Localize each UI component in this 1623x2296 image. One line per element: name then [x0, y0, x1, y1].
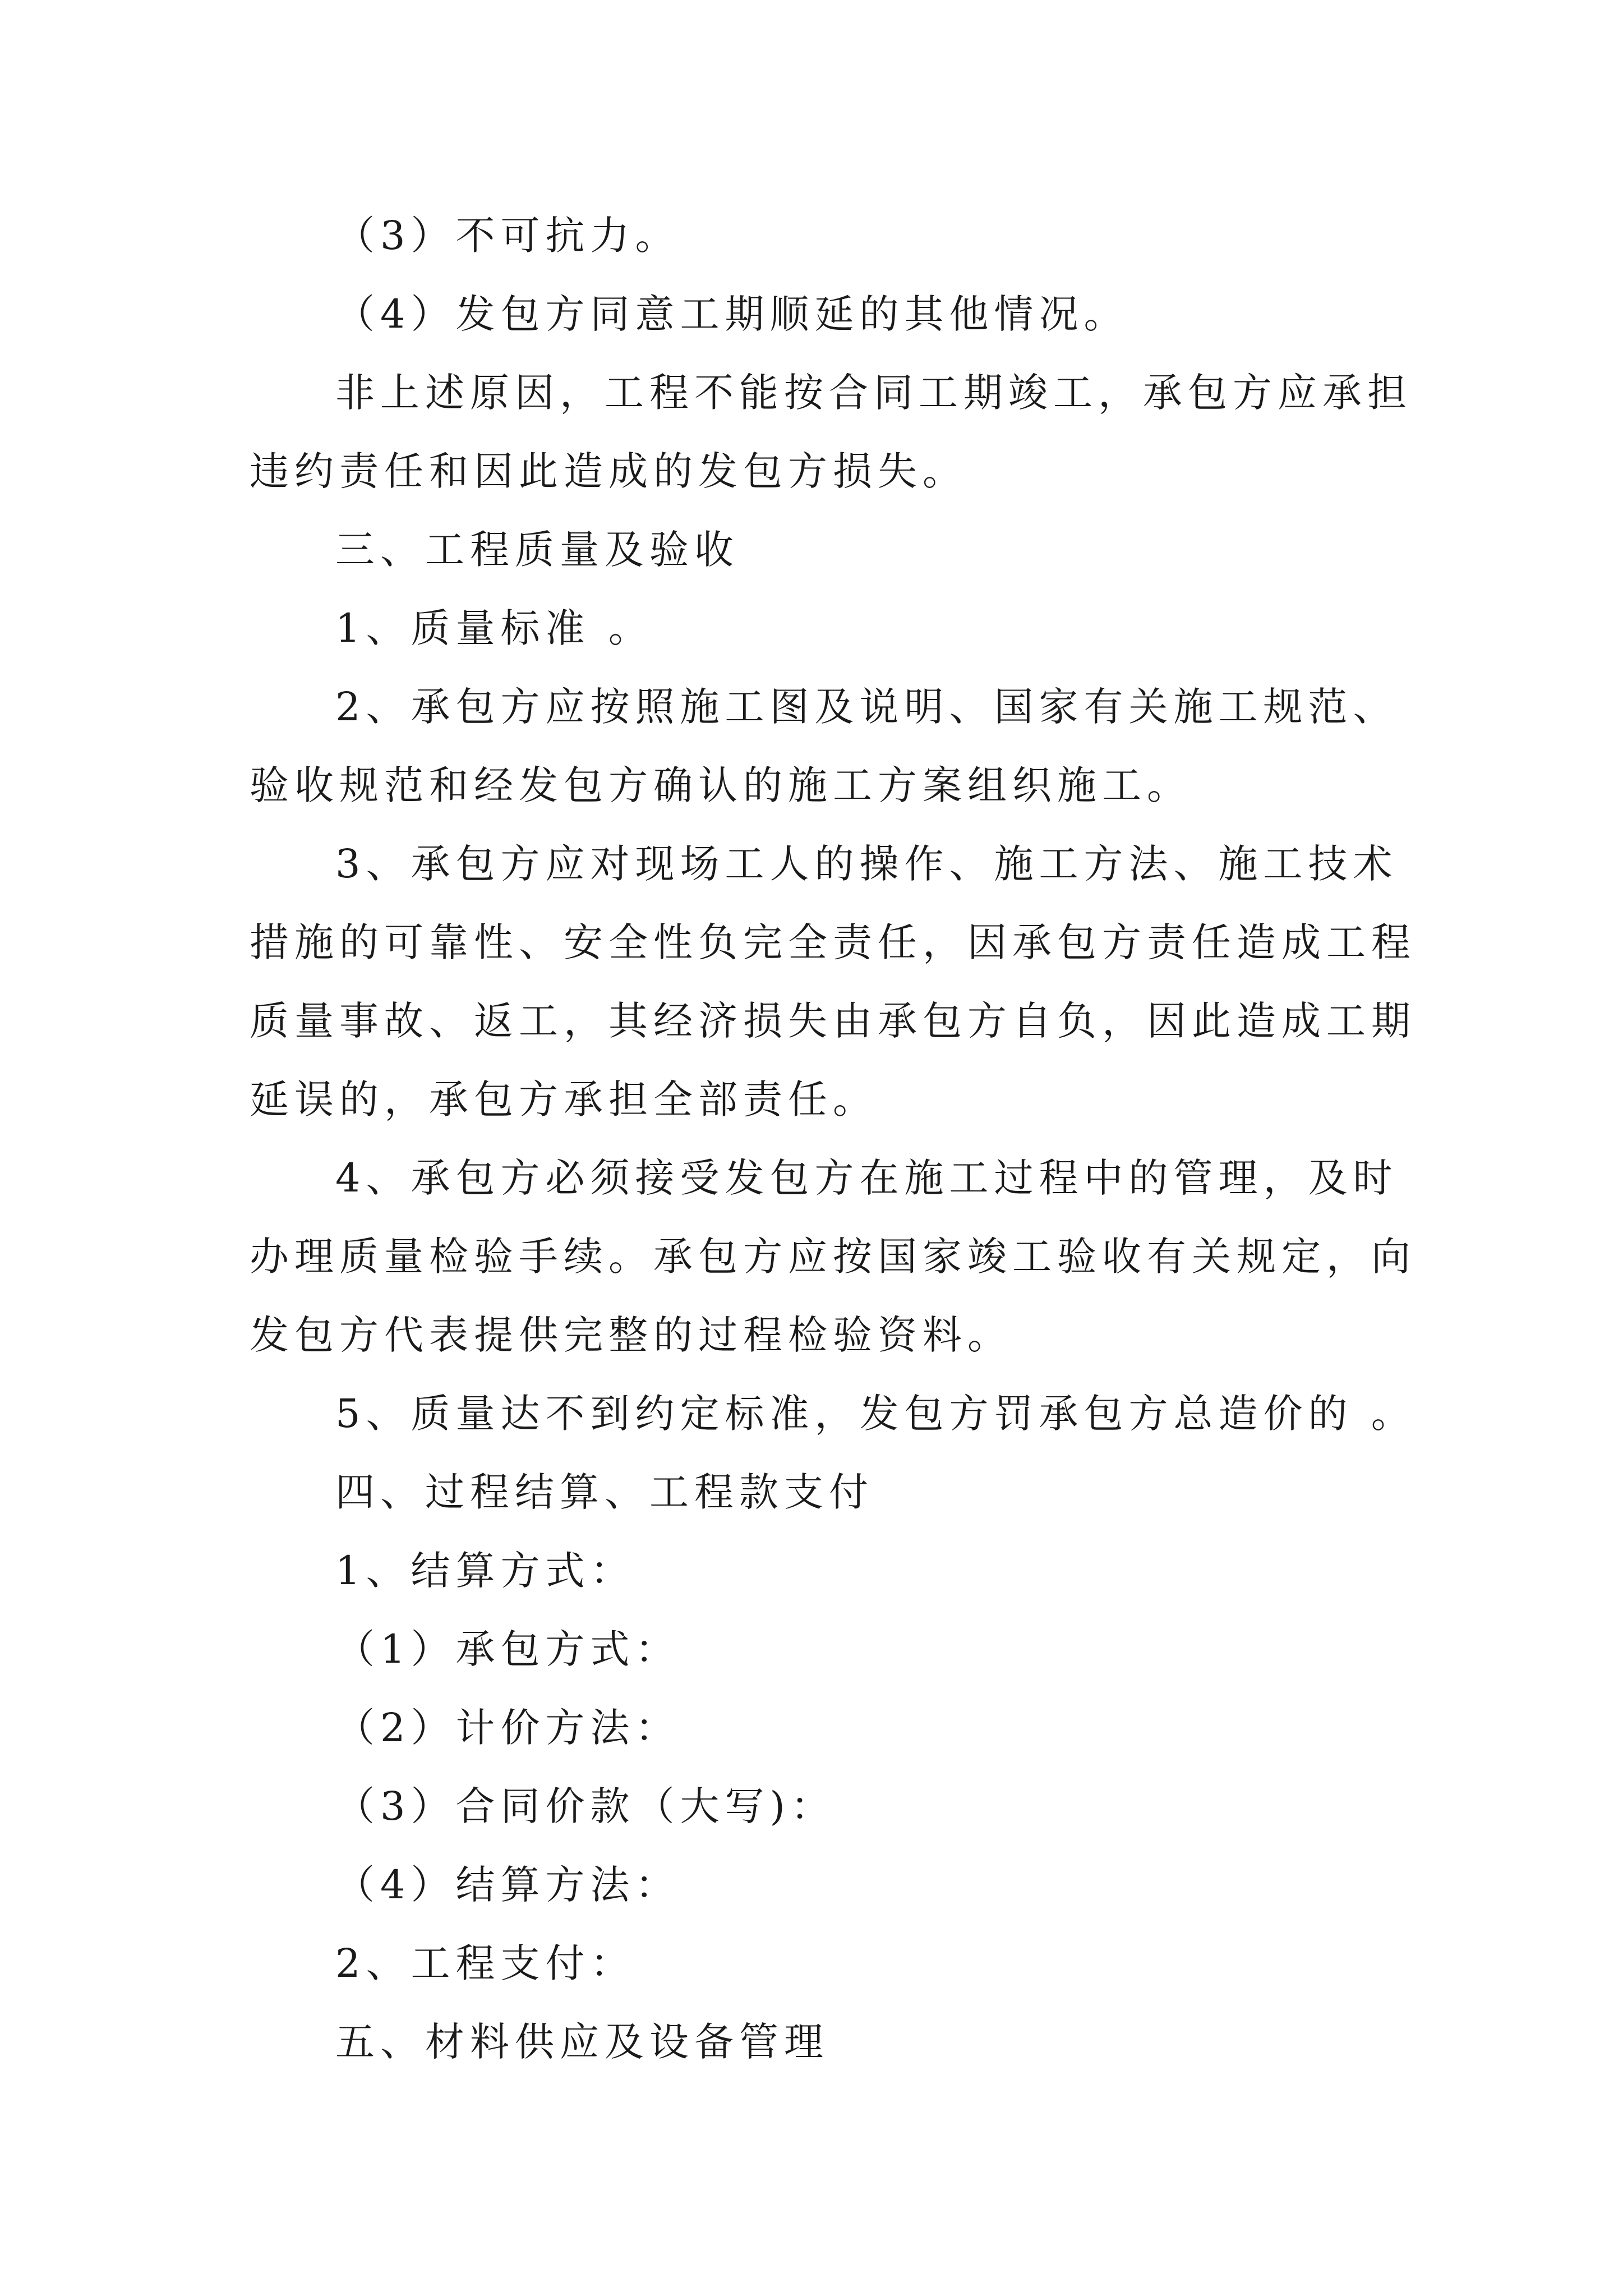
text-line-settlement-approach: （4）结算方法： [335, 1862, 680, 1908]
text-line-delay-1: 非上述原因，工程不能按合同工期竣工，承包方应承担 [335, 370, 1412, 416]
section-heading-materials: 五、材料供应及设备管理 [335, 2019, 829, 2065]
text-line-quality-3a: 3、承包方应对现场工人的操作、施工方法、施工技术 [335, 841, 1398, 887]
text-line-delay-2: 违约责任和因此造成的发包方损失。 [250, 448, 967, 494]
text-line-contract-price: （3）合同价款（大写)： [335, 1783, 836, 1829]
text-line-quality-4b: 办理质量检验手续。承包方应按国家竣工验收有关规定，向 [250, 1234, 1416, 1280]
text-line-quality-2b: 验收规范和经发包方确认的施工方案组织施工。 [250, 762, 1192, 808]
text-line-settlement-method: 1、结算方式： [335, 1548, 635, 1594]
text-line-quality-4a: 4、承包方必须接受发包方在施工过程中的管理，及时 [335, 1155, 1398, 1201]
text-line-pricing-method: （2）计价方法： [335, 1705, 680, 1751]
text-line-quality-3d: 延误的，承包方承担全部责任。 [250, 1076, 878, 1122]
text-line-project-payment: 2、工程支付： [335, 1940, 635, 1986]
text-line-quality-3b: 措施的可靠性、安全性负完全责任，因承包方责任造成工程 [250, 919, 1416, 965]
text-line-contract-mode: （1）承包方式： [335, 1626, 680, 1672]
text-line-quality-2a: 2、承包方应按照施工图及说明、国家有关施工规范、 [335, 684, 1398, 730]
text-line-clause-4: （4）发包方同意工期顺延的其他情况。 [335, 291, 1129, 337]
section-heading-quality: 三、工程质量及验收 [335, 527, 739, 573]
text-line-quality-standard: 1、质量标准 。 [335, 605, 653, 651]
section-heading-settlement: 四、过程结算、工程款支付 [335, 1469, 874, 1515]
text-line-clause-3: （3）不可抗力。 [335, 213, 680, 259]
text-line-quality-4c: 发包方代表提供完整的过程检验资料。 [250, 1312, 1012, 1358]
text-line-quality-3c: 质量事故、返工，其经济损失由承包方自负，因此造成工期 [250, 998, 1416, 1044]
text-line-quality-5: 5、质量达不到约定标准，发包方罚承包方总造价的 。 [335, 1391, 1416, 1437]
